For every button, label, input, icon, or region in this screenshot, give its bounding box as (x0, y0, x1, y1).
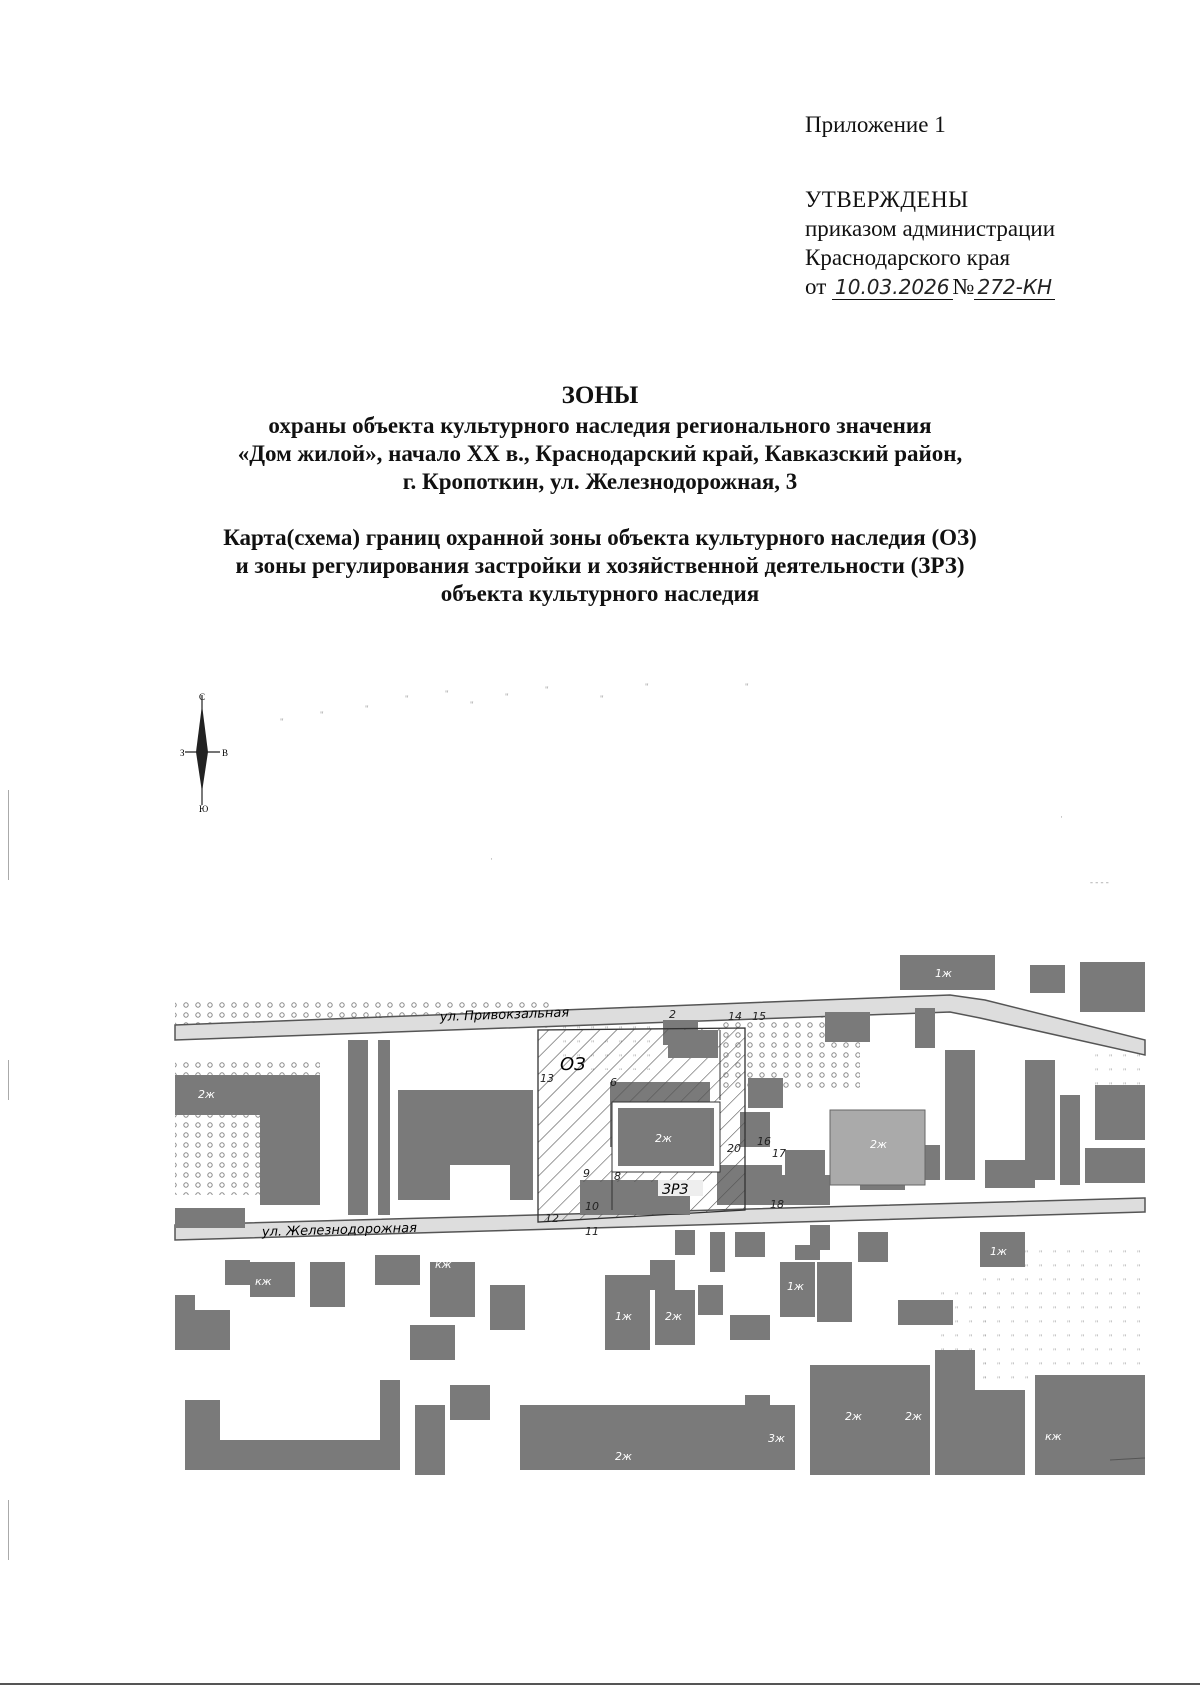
point-label: 20 (727, 1142, 741, 1155)
svg-text:": " (645, 682, 649, 692)
svg-text:": " (320, 710, 324, 720)
approval-line-1: приказом администрации (805, 216, 1056, 241)
point-label: 2 (669, 1008, 676, 1021)
point-label: 17 (772, 1147, 786, 1160)
building-label: 3ж (768, 1432, 785, 1445)
north-arrow-icon (180, 692, 228, 814)
building-label: 1ж (615, 1310, 632, 1323)
zone-building (668, 1030, 718, 1058)
building-label: 2ж (615, 1450, 632, 1463)
map-area (980, 1250, 1140, 1380)
svg-text:- - - -: - - - - (1090, 877, 1109, 887)
subtitle-line-3: объекта культурного наследия (440, 581, 760, 606)
svg-text:": " (470, 700, 474, 710)
scan-specks (280, 682, 1109, 887)
subtitle-line-1: Карта(схема) границ охранной зоны объекта культурного наследия (ОЗ) (223, 525, 977, 550)
heading-main: ЗОНЫ (561, 382, 639, 409)
building-label: 1ж (787, 1280, 804, 1293)
svg-text:": " (405, 694, 409, 704)
street-label-bottom: ул. Железнодорожная (261, 1220, 418, 1240)
building-label: 1ж (935, 967, 952, 980)
building-label: кж (255, 1275, 272, 1288)
heading-line-2: «Дом жилой», начало XX в., Краснодарский край, Кавказский район, (237, 441, 963, 466)
scan-bottom-line (0, 1683, 1200, 1685)
point-label: 13 (540, 1072, 554, 1085)
compass-west: З (180, 748, 185, 758)
zone-oz-label: ОЗ (560, 1054, 586, 1075)
point-label: 14 (728, 1010, 742, 1023)
building-label: 2ж (870, 1138, 887, 1151)
building-label: 2ж (665, 1310, 682, 1323)
heading-line-1: охраны объекта культурного наследия регионального значения (268, 413, 932, 438)
street-label-top: ул. Привокзальная (439, 1005, 570, 1025)
point-label: 6 (610, 1076, 617, 1089)
building-label: 2ж (198, 1088, 215, 1101)
point-label: 9 (583, 1167, 590, 1180)
handwritten-date: 10.03.2026 (832, 275, 953, 300)
building-label: 2ж (905, 1410, 922, 1423)
point-label: 18 (770, 1198, 784, 1211)
svg-text:": " (505, 692, 509, 702)
heading-line-3: г. Кропоткин, ул. Железнодорожная, 3 (402, 469, 798, 494)
point-label: 11 (585, 1225, 599, 1238)
point-label: 10 (585, 1200, 599, 1213)
building-label: 2ж (845, 1410, 862, 1423)
svg-text:": " (365, 704, 369, 714)
svg-text:": " (445, 689, 449, 699)
zone-zrz-label: ЗРЗ (662, 1182, 689, 1198)
svg-text:": " (600, 694, 604, 704)
point-label: 16 (757, 1135, 771, 1148)
point-label: 8 (614, 1170, 621, 1183)
compass-south: Ю (199, 804, 209, 814)
subtitle-line-2: и зоны регулирования застройки и хозяйственной деятельности (ЗРЗ) (235, 553, 965, 578)
svg-text:·: · (490, 854, 493, 864)
point-label: 12 (545, 1212, 559, 1225)
building-label: 2ж (655, 1132, 672, 1145)
building-label: кж (1045, 1430, 1062, 1443)
svg-text:": " (745, 682, 749, 692)
compass-east: В (222, 748, 229, 758)
compass-north: С (199, 692, 206, 702)
from-prefix: от (805, 274, 827, 299)
approval-title: УТВЕРЖДЕНЫ (805, 187, 969, 212)
approval-line-2: Краснодарского края (805, 245, 1011, 270)
svg-text:": " (280, 717, 284, 727)
building-label: 1ж (990, 1245, 1007, 1258)
point-label: 15 (752, 1010, 766, 1023)
svg-text:·: · (1060, 812, 1063, 822)
number-sign: № (952, 274, 975, 299)
appendix-label: Приложение 1 (805, 112, 946, 137)
svg-text:": " (545, 685, 549, 695)
building-label: кж (435, 1258, 452, 1271)
handwritten-number: 272-КН (974, 275, 1055, 300)
